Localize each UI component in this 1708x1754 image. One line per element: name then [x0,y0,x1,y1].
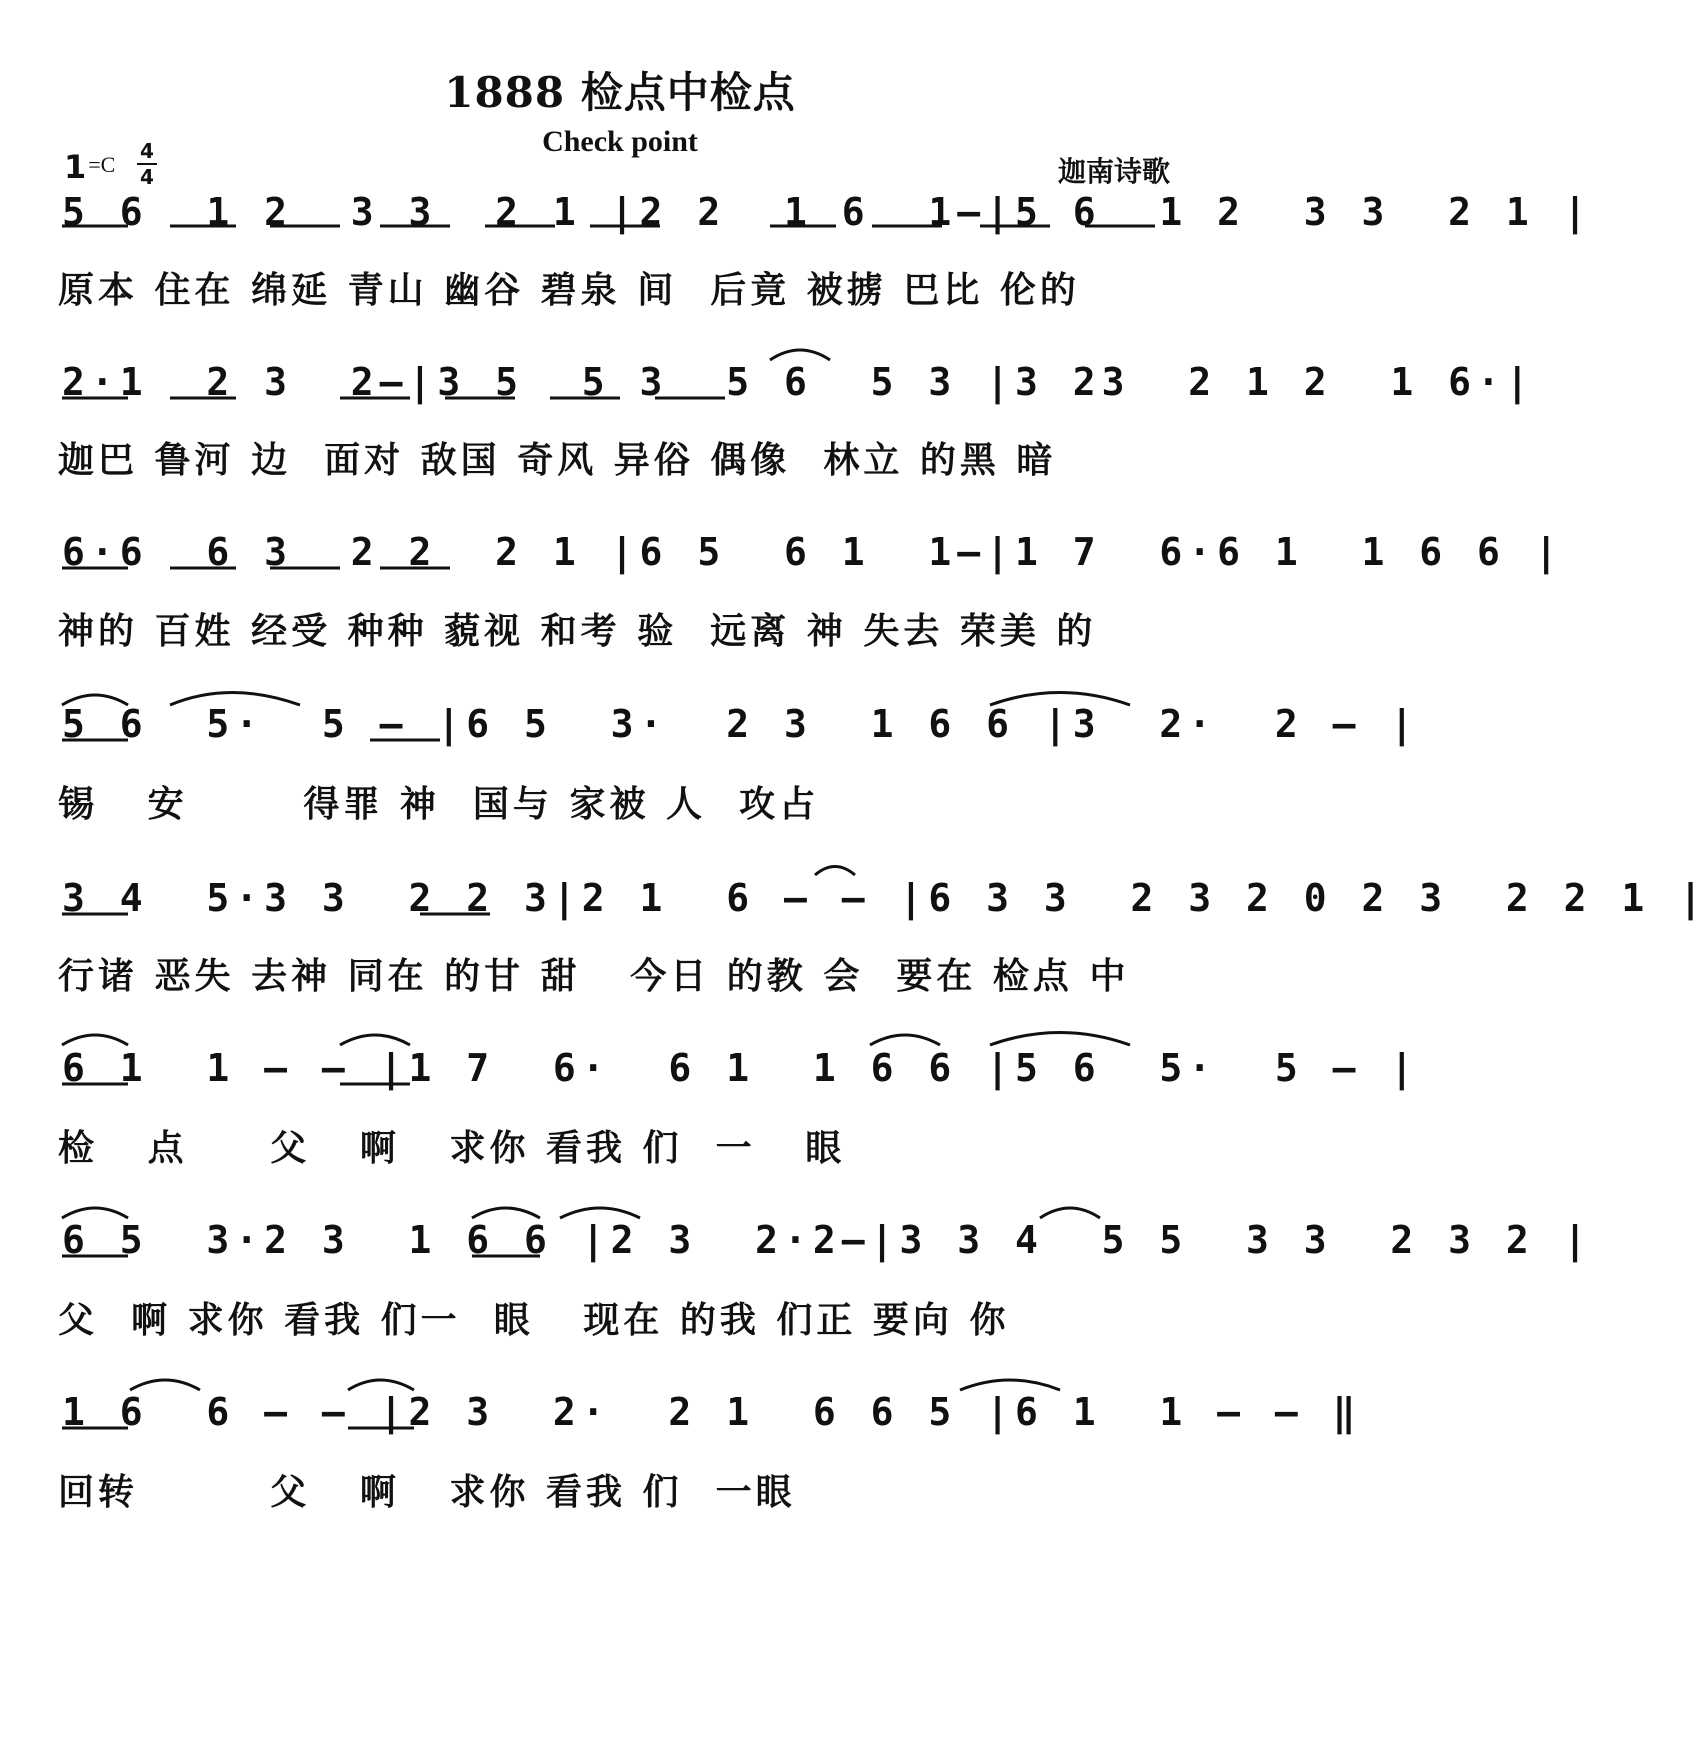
notation-line: 6·6 6 3 2 2 2 1 |6 5 6 1 1–|1 7 6·6 1 1 6 6 | [62,530,1564,574]
song-subtitle: Check point [542,125,698,158]
time-top: 4 [140,139,154,163]
notation-line: 1 6 6 – – |2 3 2· 2 1 6 6 5 |6 1 1 – – ‖ [62,1390,1362,1434]
author-credit: 迦南诗歌 [1057,155,1170,188]
lyric-line: 行诸 恶失 去神 同在 的甘 甜 今日 的教 会 要在 检点 中 [58,956,1130,997]
notation-line: 3 4 5·3 3 2 2 3|2 1 6 – – |6 3 3 2 3 2 0 2 3 2 2 1 | [62,876,1708,920]
notation-line: 6 5 3·2 3 1 6 6 |2 3 2·2–|3 3 4 5 5 3 3 2 3 2 | [62,1218,1593,1262]
lyric-line: 检 点 父 啊 求你 看我 们 一 眼 [58,1128,846,1169]
notation-line: 5 6 1 2 3 3 2 1 |2 2 1 6 1–|5 6 1 2 3 3 2 1 | [62,190,1593,234]
notation-line: 5 6 5· 5 – |6 5 3· 2 3 1 6 6 |3 2· 2 – | [62,702,1420,746]
lyric-line: 原本 住在 绵延 青山 幽谷 碧泉 间 后竟 被掳 巴比 伦的 [58,270,1080,311]
key-equals: =C [88,152,116,177]
lyric-line: 锡 安 得罪 神 国与 家被 人 攻占 [58,784,820,825]
time-bottom: 4 [137,163,157,188]
lyric-line: 神的 百姓 经受 种种 藐视 和考 验 远离 神 失去 荣美 的 [58,611,1097,652]
lyric-line: 迦巴 鲁河 边 面对 敌国 奇风 异俗 偶像 林立 的黑 暗 [58,440,1057,481]
notation-line: 6 1 1 – – |1 7 6· 6 1 1 6 6 |5 6 5· 5 – | [62,1046,1420,1090]
notation-line: 2·1 2 3 2–|3 5 5 3 5 6 5 3 |3 23 2 1 2 1 6·| [62,360,1535,404]
key-number: 1 [64,148,87,186]
lyric-line: 回转 父 啊 求你 看我 们 一眼 [58,1472,796,1513]
song-title: 1888 检点中检点 [444,68,796,117]
lyric-line: 父 啊 求你 看我 们一 眼 现在 的我 们正 要向 你 [58,1300,1010,1341]
underline-beam [62,244,1162,247]
